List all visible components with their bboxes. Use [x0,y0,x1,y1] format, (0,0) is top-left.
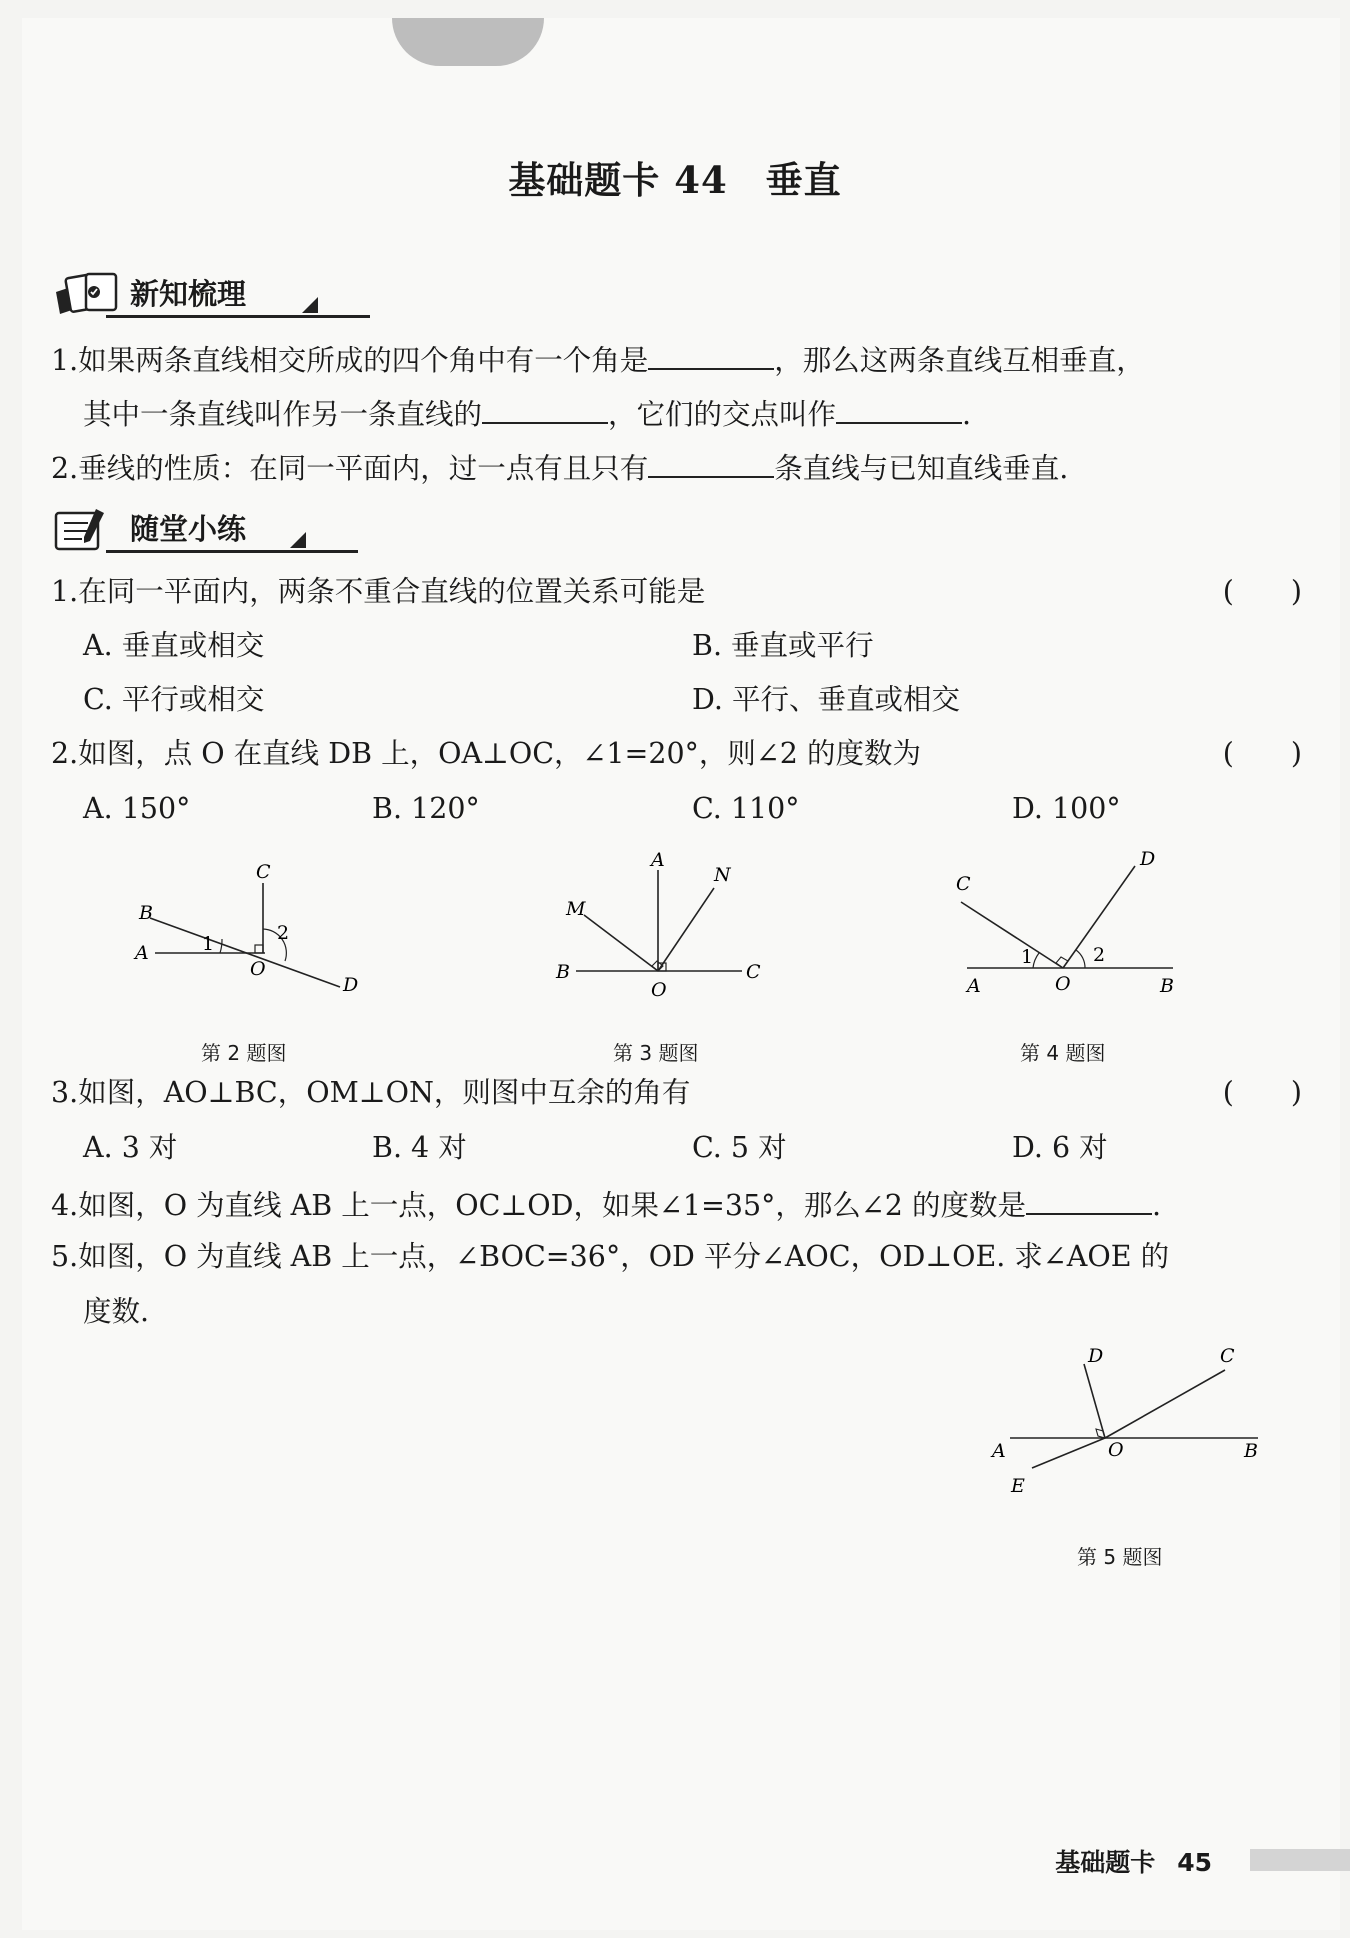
option-b[interactable]: B. 垂直或平行 [692,629,874,662]
figure-4 [945,848,1185,1008]
figure-2 [125,855,385,1005]
svg-text:B: B [1244,1440,1258,1462]
option-c[interactable]: C. 5 对 [692,1131,787,1164]
option-d[interactable]: D. 平行、垂直或相交 [692,683,960,716]
svg-text:A: A [967,975,981,997]
figure-5 [980,1340,1280,1510]
svg-text:B: B [1160,975,1174,997]
svg-text:C: C [746,961,761,983]
practice-question-5-cont: 度数. [83,1295,150,1328]
option-a[interactable]: A. 150° [83,792,191,825]
section-underline [106,315,370,318]
option-b[interactable]: B. 4 对 [372,1131,467,1164]
svg-text:M: M [566,898,586,920]
section-header-knowledge [52,270,322,318]
page-top-tab [392,18,544,66]
answer-blank[interactable] [836,392,962,424]
svg-text:B: B [139,902,153,924]
option-a[interactable]: A. 垂直或相交 [83,629,265,662]
svg-text:O: O [250,958,266,980]
svg-text:2: 2 [277,922,290,944]
answer-bracket[interactable]: ( ) [1222,575,1302,608]
svg-text:C: C [256,861,271,883]
page-number: 45 [1177,1848,1212,1877]
answer-bracket[interactable]: ( ) [1222,1076,1302,1109]
figure-4-caption: 第 4 题图 [1020,1041,1106,1065]
svg-text:A: A [992,1440,1006,1462]
knowledge-question-1: 1.如果两条直线相交所成的四个角中有一个角是 ，那么这两条直线互相垂直， [51,338,1302,381]
section-arrow-icon [290,532,306,548]
knowledge-question-2: 2.垂线的性质：在同一平面内，过一点有且只有 条直线与已知直线垂直. [51,446,1302,489]
svg-text:B: B [556,961,570,983]
svg-text:D: D [1140,848,1156,870]
svg-text:E: E [1011,1475,1025,1497]
footer-bar [1250,1849,1350,1871]
svg-text:C: C [1220,1345,1235,1367]
practice-question-2: 2.如图，点 O 在直线 DB 上，OA⊥OC，∠1=20°，则∠2 的度数为 ( ) [51,734,1302,774]
svg-text:C: C [956,873,971,895]
notebook-pen-icon [52,505,122,553]
figure-2-caption: 第 2 题图 [201,1041,287,1065]
figure-5-caption: 第 5 题图 [1077,1545,1163,1569]
option-a[interactable]: A. 3 对 [83,1131,178,1164]
svg-text:D: D [343,974,359,996]
practice-question-4: 4.如图，O 为直线 AB 上一点，OC⊥OD，如果∠1=35°，那么∠2 的度数是 . [51,1183,1302,1226]
svg-text:O: O [1055,973,1071,995]
option-d[interactable]: D. 6 对 [1012,1131,1108,1164]
cards-icon [52,270,122,318]
svg-text:1: 1 [202,933,215,955]
practice-question-5: 5.如图，O 为直线 AB 上一点，∠BOC=36°，OD 平分∠AOC，OD⊥OE. 求∠AOE 的 [51,1240,1170,1273]
answer-blank[interactable] [482,392,608,424]
section-arrow-icon [302,297,318,313]
section-title: 随堂小练 [130,512,247,546]
option-c[interactable]: C. 110° [692,792,800,825]
page-footer [1055,1843,1212,1879]
svg-text:A: A [651,849,665,871]
svg-text:D: D [1088,1345,1104,1367]
answer-blank[interactable] [648,338,774,370]
practice-question-3: 3.如图，AO⊥BC，OM⊥ON，则图中互余的角有 ( ) [51,1073,1302,1113]
practice-question-1: 1.在同一平面内，两条不重合直线的位置关系可能是 ( ) [51,572,1302,612]
option-b[interactable]: B. 120° [372,792,480,825]
answer-blank[interactable] [648,446,774,478]
svg-text:A: A [135,942,149,964]
figure-3 [548,848,778,1008]
option-d[interactable]: D. 100° [1012,792,1121,825]
option-c[interactable]: C. 平行或相交 [83,683,265,716]
knowledge-question-1-cont: 其中一条直线叫作另一条直线的 ，它们的交点叫作 . [83,392,1302,435]
footer-label: 基础题卡 [1055,1848,1156,1877]
section-underline [106,550,358,553]
page-title: 基础题卡 44 垂直 [508,158,842,202]
svg-text:O: O [1108,1439,1124,1461]
answer-bracket[interactable]: ( ) [1222,737,1302,770]
svg-text:O: O [651,979,667,1001]
svg-text:N: N [714,864,731,886]
svg-text:2: 2 [1093,944,1106,966]
answer-blank[interactable] [1026,1183,1152,1215]
section-header-practice [52,505,312,553]
svg-text:1: 1 [1021,946,1034,968]
section-title: 新知梳理 [130,277,247,311]
figure-3-caption: 第 3 题图 [613,1041,699,1065]
